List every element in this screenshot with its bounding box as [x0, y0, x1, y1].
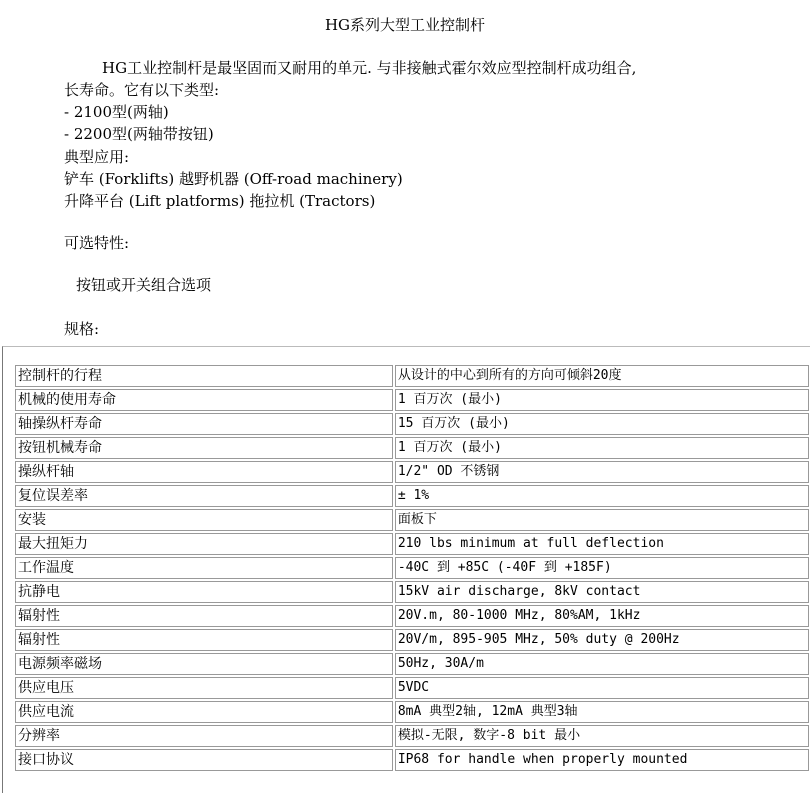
spec-label: 机械的使用寿命: [15, 389, 393, 411]
spec-label: 安装: [15, 509, 393, 531]
spec-label: 轴操纵杆寿命: [15, 413, 393, 435]
spec-value: 210 lbs minimum at full deflection: [395, 533, 809, 555]
type-item: - 2200型(两轴带按钮): [64, 125, 214, 143]
table-row: [15, 413, 809, 435]
spec-value: -40C 到 +85C (-40F 到 +185F): [395, 557, 809, 579]
spec-label: 操纵杆轴: [15, 461, 393, 483]
intro-line-1: HG工业控制杆是最坚固而又耐用的单元. 与非接触式霍尔效应型控制杆成功组合,: [102, 59, 637, 77]
spec-label: 抗静电: [15, 581, 393, 603]
spec-value: ± 1%: [395, 485, 809, 507]
spec-label: 辐射性: [15, 605, 393, 627]
table-row: [15, 749, 809, 771]
spec-heading: 规格:: [64, 320, 100, 338]
spec-value: 15kV air discharge, 8kV contact: [395, 581, 809, 603]
spec-label: 辐射性: [15, 629, 393, 651]
table-row: [15, 653, 809, 675]
spec-value: 8mA 典型2轴, 12mA 典型3轴: [395, 701, 809, 723]
table-row: [15, 485, 809, 507]
table-row: [15, 629, 809, 651]
spec-value: 面板下: [395, 509, 809, 531]
spec-value: 1 百万次 (最小): [395, 437, 809, 459]
spec-value: 1 百万次 (最小): [395, 389, 809, 411]
table-row: [15, 701, 809, 723]
spec-table: [13, 363, 810, 773]
spec-label: 供应电流: [15, 701, 393, 723]
table-row: [15, 533, 809, 555]
spec-value: 20V.m, 80-1000 MHz, 80%AM, 1kHz: [395, 605, 809, 627]
table-row: [15, 581, 809, 603]
spec-value: 20V/m, 895-905 MHz, 50% duty @ 200Hz: [395, 629, 809, 651]
spec-value: 从设计的中心到所有的方向可倾斜20度: [395, 365, 809, 387]
spec-label: 接口协议: [15, 749, 393, 771]
page-title: HG系列大型工业控制杆: [324, 16, 486, 34]
table-row: [15, 605, 809, 627]
type-item: - 2100型(两轴): [64, 103, 169, 121]
intro-paragraph: [64, 57, 636, 101]
table-row: [15, 557, 809, 579]
table-row: [15, 461, 809, 483]
table-row: [15, 389, 809, 411]
table-row: [15, 725, 809, 747]
spec-label: 电源频率磁场: [15, 653, 393, 675]
optional-value: 按钮或开关组合选项: [76, 276, 212, 294]
spec-label: 工作温度: [15, 557, 393, 579]
spec-value: IP68 for handle when properly mounted: [395, 749, 809, 771]
spec-value: 50Hz, 30A/m: [395, 653, 809, 675]
table-row: [15, 365, 809, 387]
spec-label: 按钮机械寿命: [15, 437, 393, 459]
spec-label: 供应电压: [15, 677, 393, 699]
spec-value: 15 百万次 (最小): [395, 413, 809, 435]
spec-value: 模拟-无限, 数字-8 bit 最小: [395, 725, 809, 747]
table-row: [15, 509, 809, 531]
spec-label: 分辨率: [15, 725, 393, 747]
applications-section: [64, 146, 403, 212]
spec-label: 复位误差率: [15, 485, 393, 507]
table-row: [15, 677, 809, 699]
spec-table-frame: [2, 346, 810, 793]
applications-line-1: 铲车 (Forklifts) 越野机器 (Off-road machinery): [64, 170, 403, 188]
spec-value: 1/2" OD 不锈钢: [395, 461, 809, 483]
spec-value: 5VDC: [395, 677, 809, 699]
spec-label: 控制杆的行程: [15, 365, 393, 387]
optional-heading: 可选特性:: [64, 234, 130, 252]
type-list: [64, 101, 214, 145]
applications-heading: 典型应用:: [64, 148, 130, 166]
intro-line-2: 长寿命。它有以下类型:: [64, 81, 220, 99]
table-row: [15, 437, 809, 459]
spec-label: 最大扭矩力: [15, 533, 393, 555]
applications-line-2: 升降平台 (Lift platforms) 拖拉机 (Tractors): [64, 192, 376, 210]
